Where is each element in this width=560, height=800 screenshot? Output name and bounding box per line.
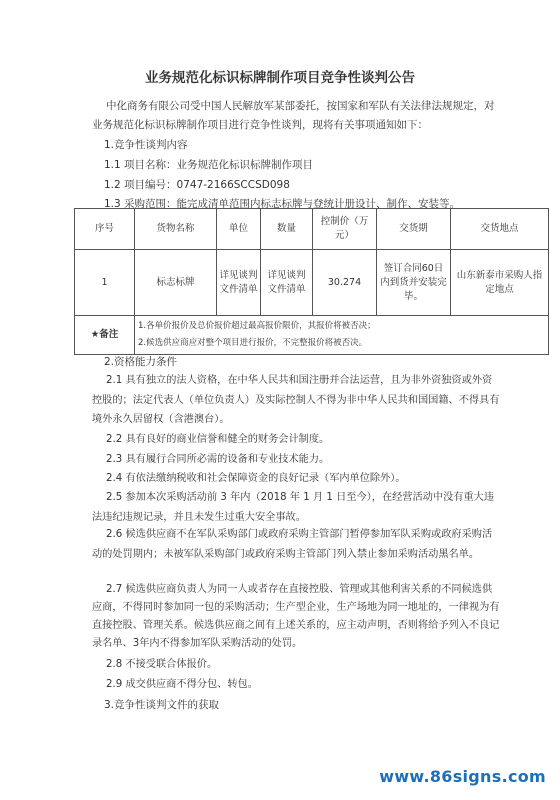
qualification-2-1: 2.1 具有独立的法人资格，在中华人民共和国注册并合法运营，且为非外资独资或外资控股的；法定代表人（单位负责人）及实际控制人不得为非中华人民共和国国籍、不得具有境外永久居留权（含港澳台）。 xyxy=(92,375,500,425)
qualification-2-3: 2.3 具有履行合同所必需的设备和专业技术能力。 xyxy=(106,454,330,465)
project-name: 1.1 项目名称：业务规范化标识标牌制作项目 xyxy=(104,159,314,171)
cell-index: 1 xyxy=(75,250,135,316)
header-index: 序号 xyxy=(75,209,135,250)
note-content xyxy=(135,316,549,355)
header-delivery-place: 交货地点 xyxy=(451,209,549,250)
qualification-2-4: 2.4 有依法缴纳税收和社会保障资金的良好记录（军内单位除外）。 xyxy=(106,473,406,484)
note-line-2: 2.候选供应商应对整个项目进行报价，不完整报价将被否决。 xyxy=(138,338,368,348)
intro-paragraph: 中化商务有限公司受中国人民解放军某部委托，按国家和军队有关法律法规规定，对业务规范化标识标牌制作项目进行竞争性谈判，现将有关事项通知如下： xyxy=(92,100,495,131)
site-watermark: www.86signs.com xyxy=(379,767,546,786)
project-number: 1.2 项目编号：0747-2166SCCSD098 xyxy=(104,179,290,191)
qualification-2-9: 2.9 成交供应商不得分包、转包。 xyxy=(106,679,258,690)
procurement-scope: 1.3 采购范围：能完成清单范围内标志标牌与登统计册设计、制作、安装等。 xyxy=(104,198,461,210)
header-delivery-time: 交货期 xyxy=(377,209,451,250)
cell-goods-name: 标志标牌 xyxy=(135,250,217,316)
page-title: 业务规范化标识标牌制作项目竞争性谈判公告 xyxy=(145,70,415,86)
header-goods-name: 货物名称 xyxy=(135,209,217,250)
cell-delivery-place: 山东新泰市采购人指定地点 xyxy=(451,250,549,316)
header-unit: 单位 xyxy=(217,209,261,250)
section1-heading: 1.竞争性谈判内容 xyxy=(104,139,188,151)
header-control-price: 控制价（万元） xyxy=(313,209,377,250)
qualification-2-6: 2.6 候选供应商不在军队采购部门或政府采购主管部门暂停参加军队采购或政府采购活动的处罚期内；未被军队采购部门或政府采购主管部门列入禁止参加采购活动黑名单。 xyxy=(92,529,493,560)
cell-control-price: 30.274 xyxy=(313,250,377,316)
table-note-row xyxy=(75,316,549,355)
qualification-2-7: 2.7 候选供应商负责人为同一人或者存在直接控股、管理或其他利害关系的不同候选供应商，不得同时参加同一包的采购活动；生产型企业，生产场地为同一地址的，一律视为有直接控股、管理关系。候选供应商之间有上述关系的，应主动声明，否则将给予列入不良记录名单、3年内不得参加军队采购活动的处罚。 xyxy=(92,584,500,649)
note-label: ★备注 xyxy=(75,316,135,355)
section3-heading: 3.竞争性谈判文件的获取 xyxy=(104,699,220,711)
qualification-2-8: 2.8 不接受联合体报价。 xyxy=(106,659,218,670)
procurement-table xyxy=(74,208,549,355)
cell-delivery-time: 签订合同60日内到货并安装完毕。 xyxy=(377,250,451,316)
header-quantity: 数量 xyxy=(261,209,313,250)
qualification-2-5: 2.5 参加本次采购活动前 3 年内（2018 年 1 月 1 日至今），在经营活动中没有重大违法违纪违规记录，并且未发生过重大安全事故。 xyxy=(92,492,495,523)
table-header-row xyxy=(75,209,549,250)
section2-heading: 2.资格能力条件 xyxy=(104,356,178,368)
table-row xyxy=(75,250,549,316)
note-line-1: 1.各单价报价及总价报价超过最高报价限价，其报价将被否决； xyxy=(138,321,376,331)
cell-unit: 详见谈判文件清单 xyxy=(217,250,261,316)
cell-quantity: 详见谈判文件清单 xyxy=(261,250,313,316)
qualification-2-2: 2.2 具有良好的商业信誉和健全的财务会计制度。 xyxy=(106,434,330,445)
